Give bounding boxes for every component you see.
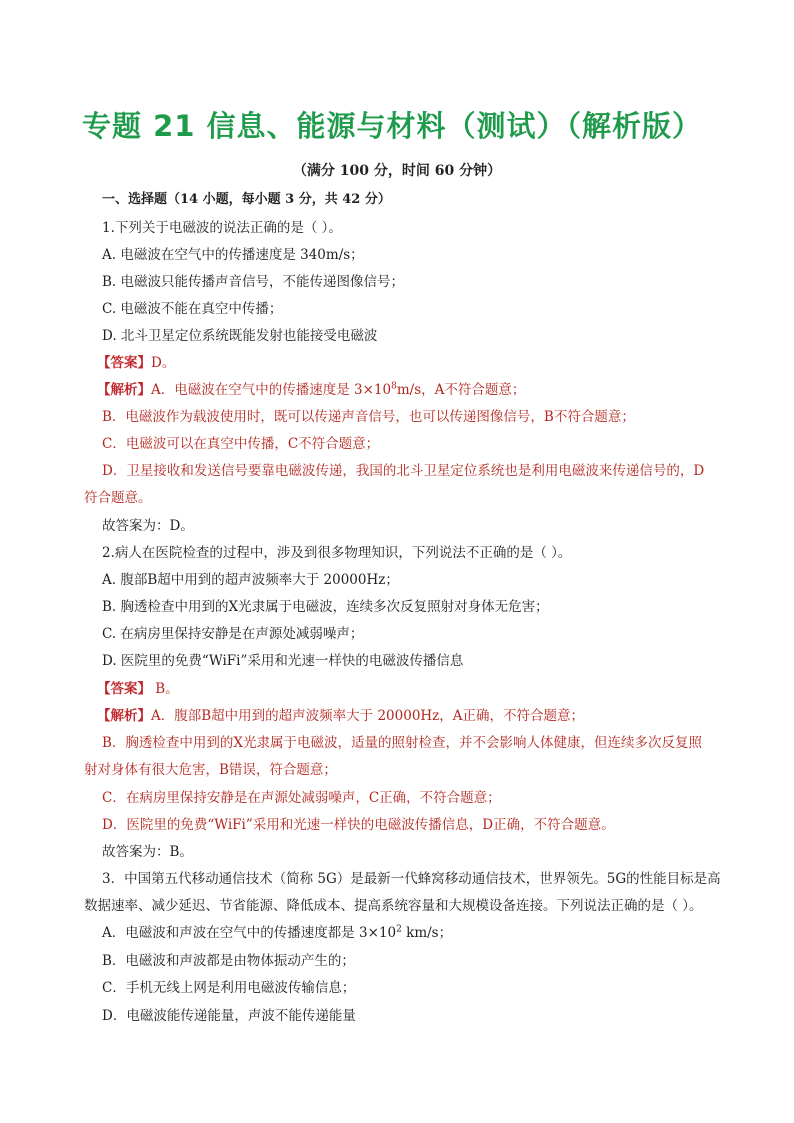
page-title: 专题 21 信息、能源与材料（测试）（解析版） xyxy=(82,109,703,143)
q2-explanation-a: 【解析】A．腹部B超中用到的超声波频率大于 20000Hz，A正确，不符合题意； xyxy=(97,708,585,724)
q1-explanation-d: D．卫星接收和发送信号要靠电磁波传递，我国的北斗卫星定位系统也是利用电磁波来传递信号的，D xyxy=(102,463,705,479)
q1-final-answer: 故答案为：D。 xyxy=(102,518,194,534)
q3-option-b: B．电磁波和声波都是由物体振动产生的； xyxy=(102,953,355,969)
q3-stem: 3．中国第五代移动通信技术（简称 5G）是最新一代蜂窝移动通信技术，世界领先。5G的性能目标是高 xyxy=(102,871,721,887)
q2-option-c: C. 在病房里保持安静是在声源处减弱噪声； xyxy=(102,626,364,642)
q1-explanation-a: 【解析】A．电磁波在空气中的传播速度是 $3\times 10^8m/s$，A不符合题意； xyxy=(97,381,526,398)
q3-option-c: C．手机无线上网是利用电磁波传输信息； xyxy=(102,980,356,996)
q2-explanation-b: B．胸透检查中用到的X光隶属于电磁波，适量的照射检查，并不会影响人体健康，但连续多次反复照 xyxy=(102,735,703,751)
answer-value: D。 xyxy=(151,355,176,371)
analysis-tag: 【解析】 xyxy=(97,382,151,398)
q2-explanation-d: D．医院里的免费“WiFi”采用和光速一样快的电磁波传播信息，D正确，不符合题意。 xyxy=(102,817,615,833)
page-subtitle: （满分 100 分，时间 60 分钟） xyxy=(292,163,502,179)
analysis-tag: 【解析】 xyxy=(97,708,151,724)
q1-option-a: A. 电磁波在空气中的传播速度是 340m/s； xyxy=(102,247,364,263)
q2-final-answer: 故答案为：B。 xyxy=(102,844,193,860)
q1-explanation-c: C．电磁波可以在真空中传播，C不符合题意； xyxy=(102,436,380,452)
answer-value: B。 xyxy=(151,681,179,697)
q1-explanation-d-cont: 符合题意。 xyxy=(84,490,152,506)
q2-stem: 2.病人在医院检查的过程中，涉及到很多物理知识，下列说法不正确的是（ ）。 xyxy=(102,545,572,561)
q1-explanation-b: B．电磁波作为载波使用时，既可以传递声音信号，也可以传递图像信号，B不符合题意； xyxy=(102,409,635,425)
answer-tag: 【答案】 xyxy=(97,681,151,697)
q3-option-a: A．电磁波和声波在空气中的传播速度都是 $3\times 10^2$ km/s； xyxy=(102,924,453,941)
q2-option-d: D. 医院里的免费“WiFi”采用和光速一样快的电磁波传播信息 xyxy=(102,653,464,669)
q1-answer xyxy=(97,353,175,373)
q1-option-d: D. 北斗卫星定位系统既能发射也能接受电磁波 xyxy=(102,328,378,344)
q3-option-d: D．电磁波能传递能量，声波不能传递能量 xyxy=(102,1008,356,1024)
q2-option-a: A. 腹部B超中用到的超声波频率大于 20000Hz； xyxy=(102,572,399,588)
q2-option-b: B. 胸透检查中用到的X光隶属于电磁波，连续多次反复照射对身体无危害； xyxy=(102,599,549,615)
q1-option-b: B. 电磁波只能传播声音信号，不能传递图像信号； xyxy=(102,274,405,290)
q3-stem-cont: 数据速率、减少延迟、节省能源、降低成本、提高系统容量和大规模设备连接。下列说法正确的是（ ）。 xyxy=(84,898,703,914)
q2-explanation-c: C．在病房里保持安静是在声源处减弱噪声，C正确，不符合题意； xyxy=(102,790,501,806)
answer-tag: 【答案】 xyxy=(97,355,151,371)
q2-explanation-b-cont: 射对身体有很大危害，B错误，符合题意； xyxy=(84,762,337,778)
q1-stem: 1.下列关于电磁波的说法正确的是（ ）。 xyxy=(102,220,342,236)
q1-option-c: C. 电磁波不能在真空中传播； xyxy=(102,301,283,317)
q2-answer xyxy=(97,679,179,699)
section-heading: 一、选择题（14 小题，每小题 3 分，共 42 分） xyxy=(102,192,391,207)
